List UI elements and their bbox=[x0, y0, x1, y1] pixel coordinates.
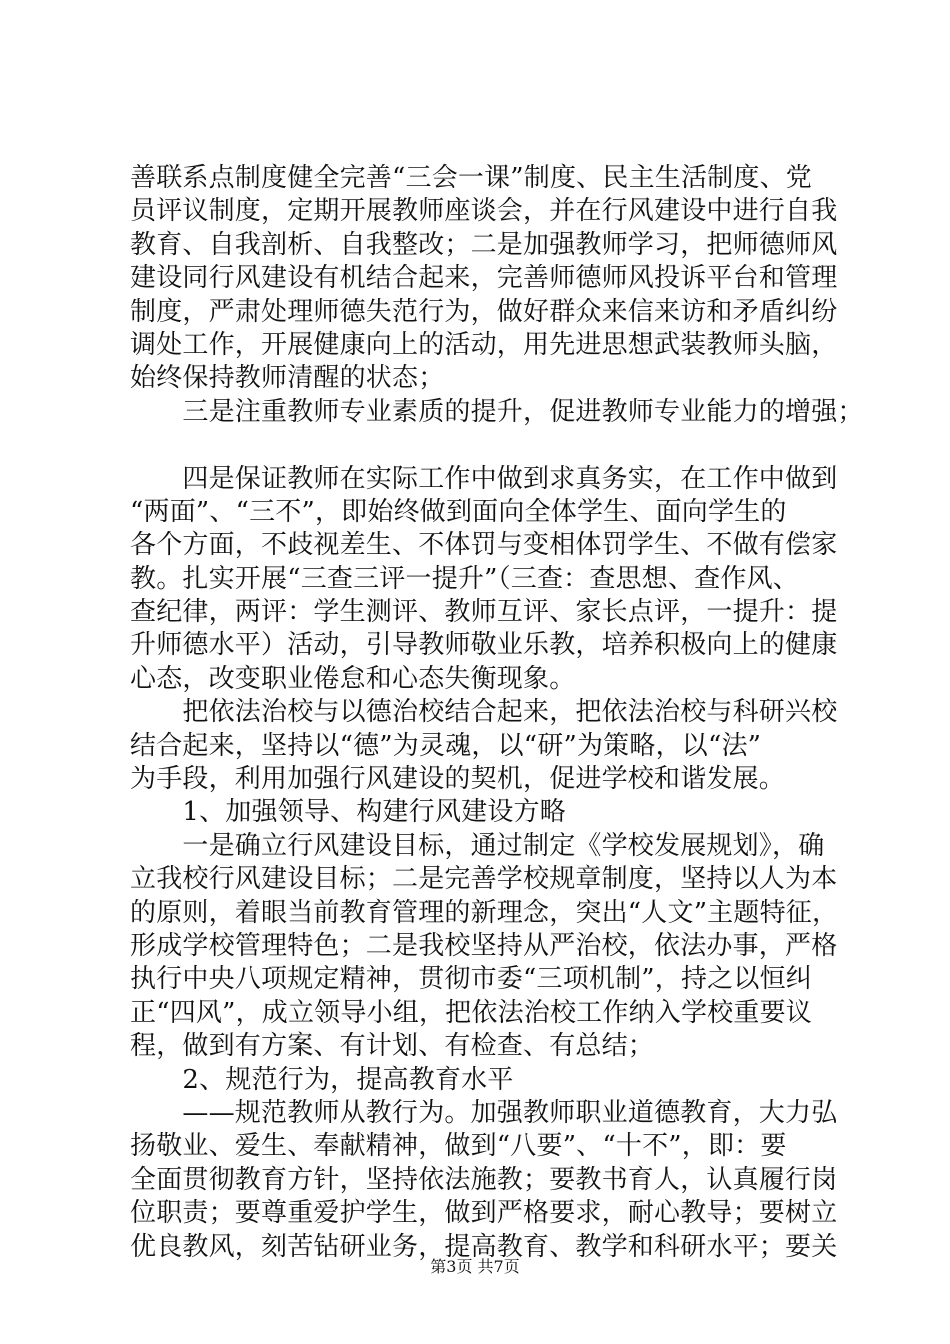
text-line: 善联系点制度健全完善“三会一课”制度、民主生活制度、党 bbox=[130, 163, 812, 193]
text-line: 执行中央八项规定精神，贯彻市委“三项机制”，持之以恒纠 bbox=[130, 964, 812, 995]
text-line: 四是保证教师在实际工作中做到求真务实，在工作中做到 bbox=[130, 463, 838, 494]
text-line: 1、加强领导、构建行风建设方略 bbox=[130, 797, 566, 828]
text-line: 一是确立行风建设目标，通过制定《学校发展规划》，确 bbox=[130, 830, 825, 861]
text-line: 为手段，利用加强行风建设的契机，促进学校和谐发展。 bbox=[130, 764, 786, 795]
text-line: 的原则，着眼当前教育管理的新理念，突出“人文”主题特征， bbox=[130, 897, 839, 928]
text-line: ——规范教师从教行为。加强教师职业道德教育，大力弘 bbox=[130, 1097, 838, 1128]
text-line: 教育、自我剖析、自我整改；二是加强教师学习，把师德师风 bbox=[130, 229, 838, 260]
text-line: 结合起来，坚持以“德”为灵魂，以“研”为策略，以“法” bbox=[130, 730, 762, 761]
text-line: 升师德水平）活动，引导教师敬业乐教，培养积极向上的健康 bbox=[130, 630, 838, 661]
text-line: 优良教风，刻苦钻研业务，提高教育、教学和科研水平；要关 bbox=[130, 1231, 838, 1262]
text-line: 位职责；要尊重爱护学生，做到严格要求，耐心教导；要树立 bbox=[130, 1198, 838, 1229]
text-line: 程，做到有方案、有计划、有检查、有总结； bbox=[130, 1031, 655, 1062]
text-line: 各个方面，不歧视差生、不体罚与变相体罚学生、不做有偿家 bbox=[130, 530, 838, 561]
text-line: 形成学校管理特色；二是我校坚持从严治校，依法办事，严格 bbox=[130, 930, 838, 961]
text-line: 全面贯彻教育方针，坚持依法施教；要教书育人，认真履行岗 bbox=[130, 1164, 838, 1195]
text-line: 2、规范行为，提高教育水平 bbox=[130, 1064, 514, 1095]
text-line: “两面”、“三不”，即始终做到面向全体学生、面向学生的 bbox=[130, 496, 787, 527]
text-line: 扬敬业、爱生、奉献精神，做到“八要”、“十不”，即：要 bbox=[130, 1131, 787, 1162]
text-line: 心态，改变职业倦怠和心态失衡现象。 bbox=[130, 663, 576, 694]
blank-line bbox=[130, 429, 830, 462]
text-line: 把依法治校与以德治校结合起来，把依法治校与科研兴校 bbox=[130, 697, 838, 728]
text-line: 正“四风”，成立领导小组，把依法治校工作纳入学校重要议 bbox=[130, 997, 812, 1028]
document-body bbox=[130, 162, 864, 1264]
text-line: 立我校行风建设目标；二是完善学校规章制度，坚持以人为本 bbox=[130, 864, 838, 895]
text-line: 调处工作，开展健康向上的活动，用先进思想武装教师头脑， bbox=[130, 329, 838, 360]
text-line: 制度，严肃处理师德失范行为，做好群众来信来访和矛盾纠纷 bbox=[130, 296, 838, 327]
page-footer: 第3页 共7页 bbox=[430, 1257, 520, 1276]
text-line: 建设同行风建设有机结合起来，完善师德师风投诉平台和管理 bbox=[130, 263, 838, 294]
text-line: 员评议制度，定期开展教师座谈会，并在行风建设中进行自我 bbox=[130, 196, 838, 227]
text-line: 三是注重教师专业素质的提升，促进教师专业能力的增强； bbox=[130, 396, 864, 427]
text-line: 始终保持教师清醒的状态； bbox=[130, 363, 445, 394]
text-line: 查纪律，两评：学生测评、教师互评、家长点评，一提升：提 bbox=[130, 597, 838, 628]
text-line: 教。扎实开展“三查三评一提升”（三查：查思想、查作风、 bbox=[130, 563, 799, 594]
